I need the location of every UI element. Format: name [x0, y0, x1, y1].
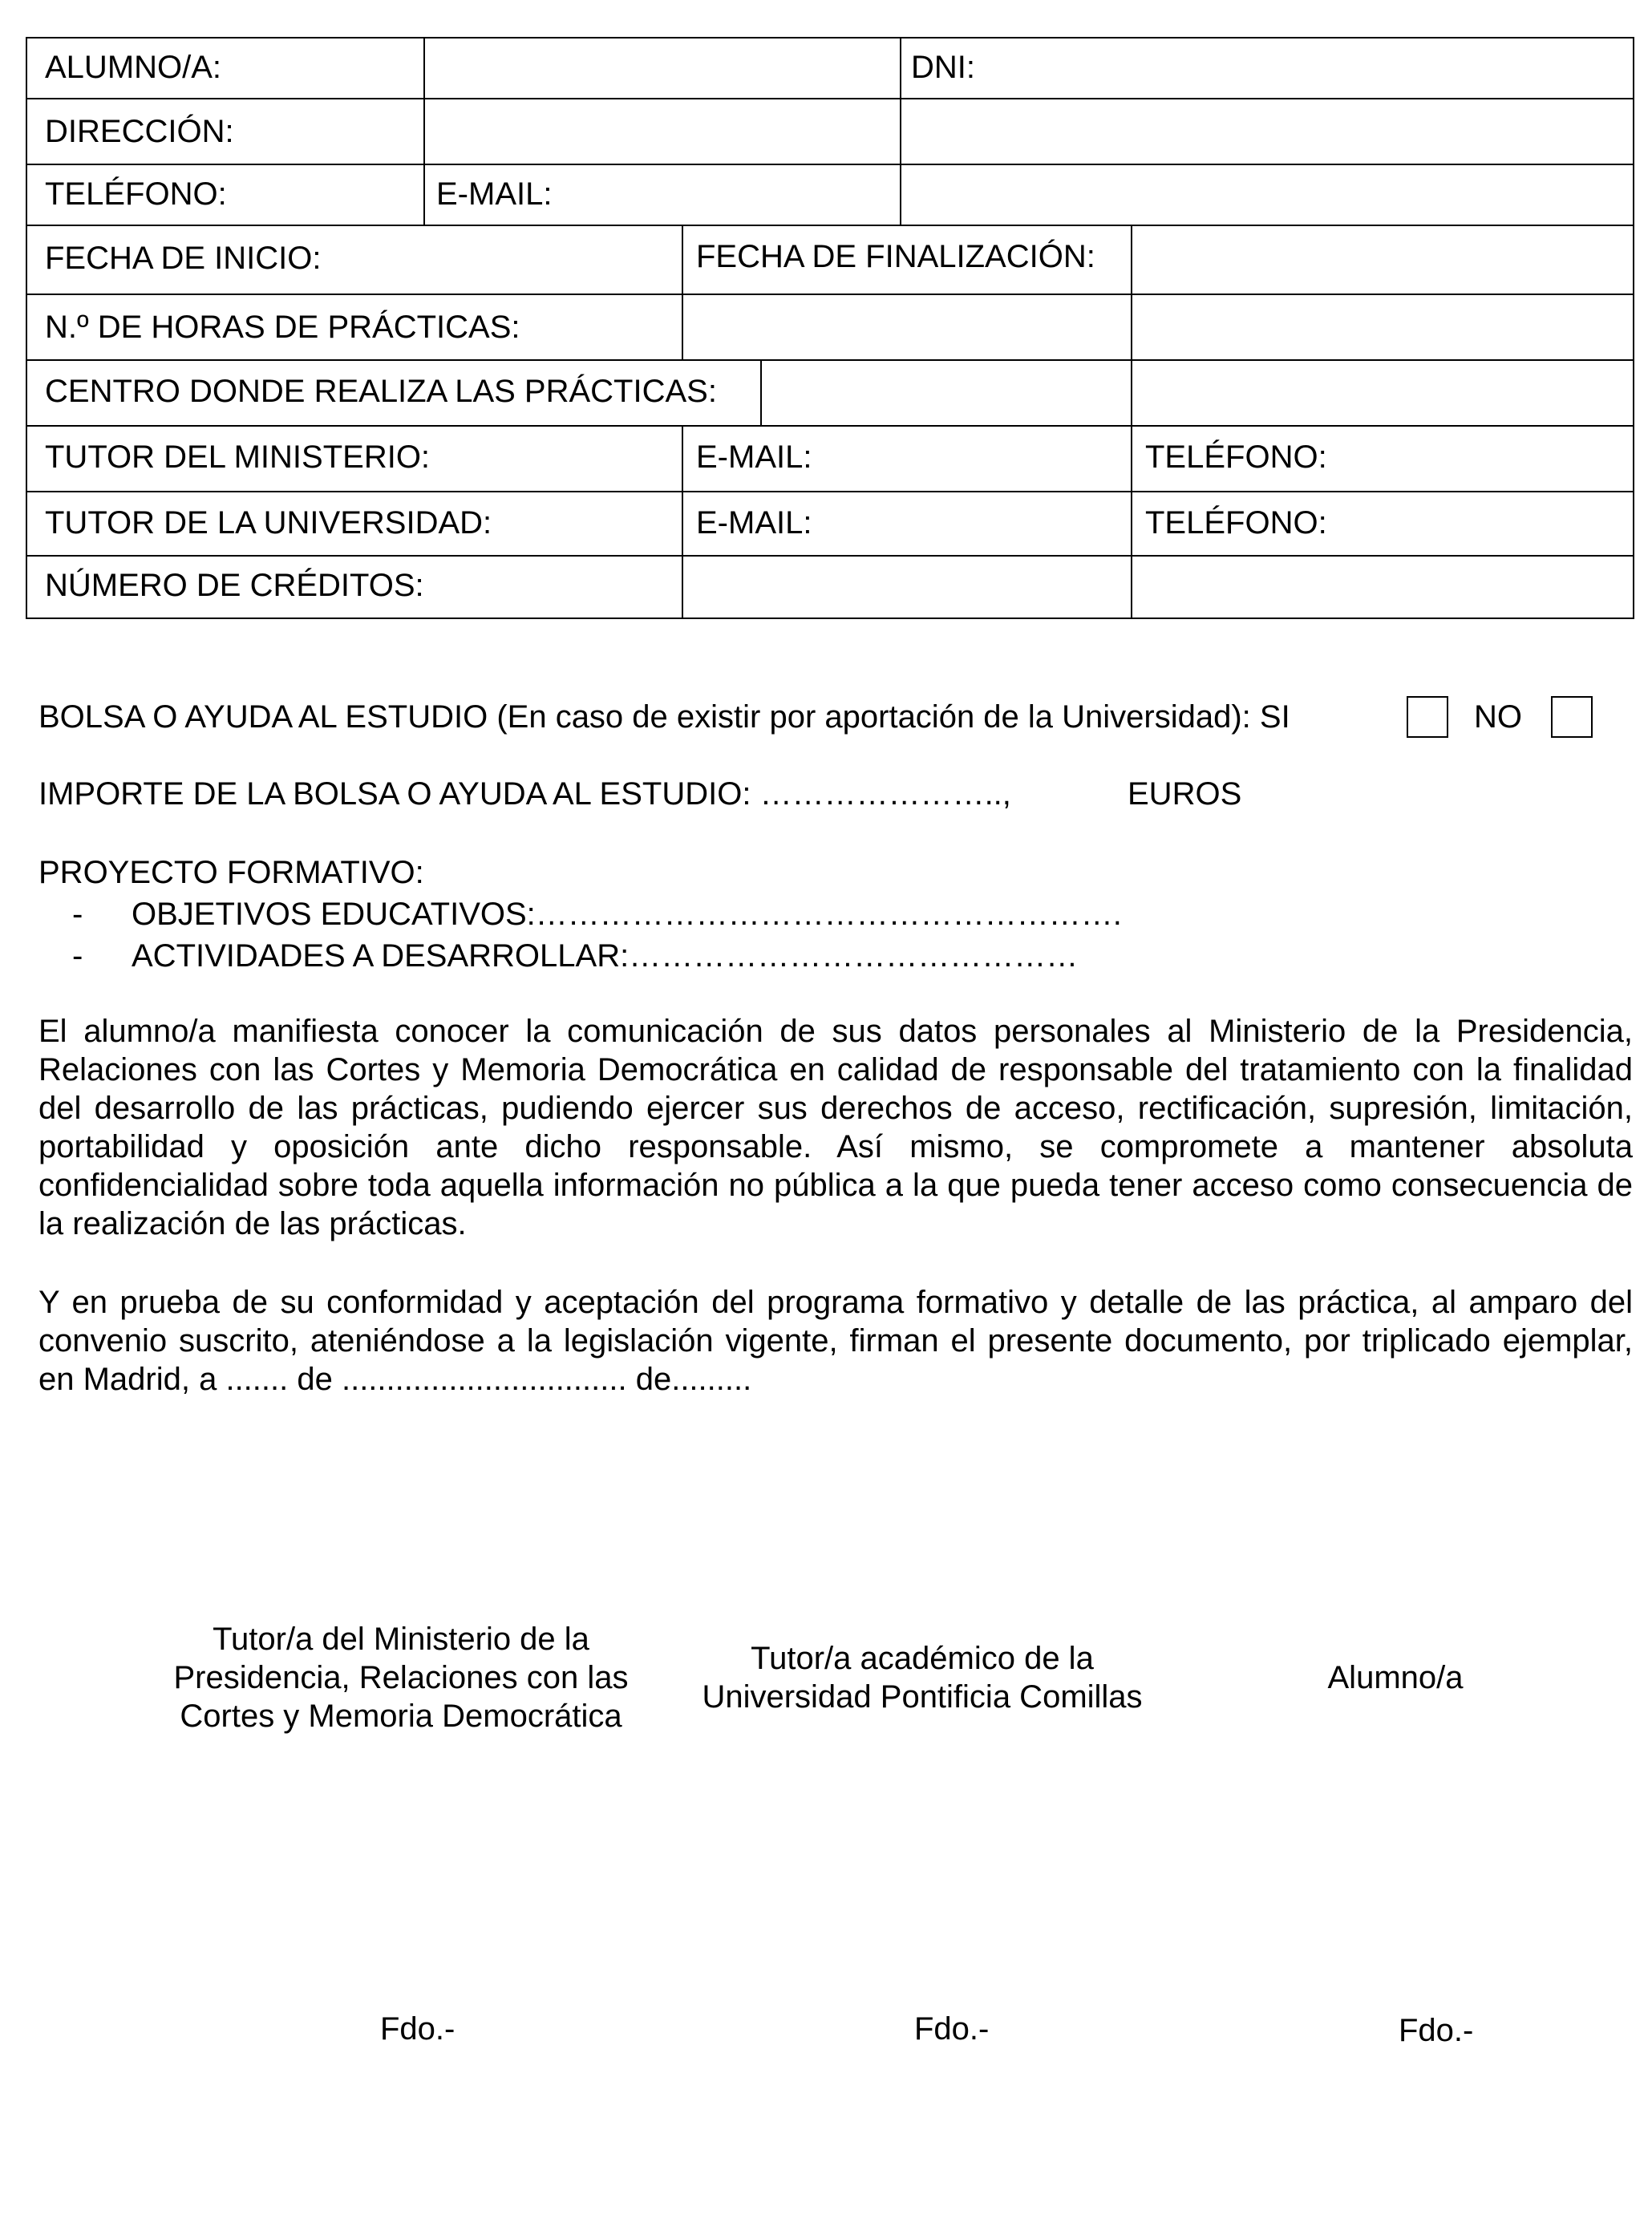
telefono-label: TELÉFONO: [45, 176, 227, 212]
signature-line: Universidad Pontificia Comillas [702, 1679, 1143, 1715]
fecha-inicio-label: FECHA DE INICIO: [45, 241, 322, 276]
creditos-label: NÚMERO DE CRÉDITOS: [45, 568, 424, 603]
conformity-paragraph: Y en prueba de su conformidad y aceptación del programa formativo y detalle de las práctica, al amparo del convenio suscrito, ateniéndose a la legislación vigente, firman el presente documento, por triplicado ejemplar, en Madrid, a ....... de ................................ de......... [38, 1285, 1633, 1397]
data-protection-paragraph: El alumno/a manifiesta conocer la comunicación de sus datos personales al Ministerio de la Presidencia, Relaciones con las Cortes y Memoria Democrática en calidad de responsable del tratamiento con la finalidad del desarrollo de las prácticas, pudiendo ejercer sus derechos de acceso, rectificación, supresión, limitación, portabilidad y oposición ante dicho responsable. Así mismo, se compromete a mantener absoluta confidencialidad sobre toda aquella información no pública a la que pueda tener acceso como consecuencia de la realización de las prácticas. [38, 1014, 1633, 1241]
fdo-alumno: Fdo.- [1399, 2013, 1474, 2048]
bolsa-si-checkbox[interactable] [1407, 696, 1448, 738]
table-border [26, 37, 27, 619]
signature-line: Cortes y Memoria Democrática [180, 1699, 622, 1734]
table-border [1633, 37, 1634, 619]
proyecto-item-dash: - [72, 938, 83, 974]
table-border [1131, 225, 1132, 361]
table-border [26, 225, 1634, 226]
fecha-fin-label: FECHA DE FINALIZACIÓN: [696, 239, 1095, 274]
table-border [26, 359, 1634, 361]
table-border [682, 425, 683, 619]
table-border [682, 225, 683, 361]
signature-alumno: Alumno/a [1327, 1660, 1464, 1695]
table-border [26, 618, 1634, 619]
email-label: E-MAIL: [436, 176, 553, 212]
importe-label: IMPORTE DE LA BOLSA O AYUDA AL ESTUDIO: ………………….., [38, 776, 1011, 812]
tutor-ministerio-email-label: E-MAIL: [696, 439, 812, 475]
horas-label: N.º DE HORAS DE PRÁCTICAS: [45, 310, 520, 345]
tutor-universidad-email-label: E-MAIL: [696, 505, 812, 541]
table-border [26, 37, 1634, 38]
proyecto-item-dash: - [72, 897, 83, 932]
alumno-label: ALUMNO/A: [45, 50, 222, 85]
table-border [1131, 359, 1132, 427]
table-border [1131, 425, 1132, 619]
table-border [26, 164, 1634, 165]
table-border [26, 425, 1634, 427]
table-border [423, 37, 425, 226]
tutor-universidad-telefono-label: TELÉFONO: [1145, 505, 1327, 541]
table-border [26, 98, 1634, 99]
fdo-tutor-academico: Fdo.- [914, 2011, 990, 2047]
tutor-universidad-label: TUTOR DE LA UNIVERSIDAD: [45, 505, 492, 541]
table-border [900, 37, 901, 226]
euros-label: EUROS [1128, 776, 1242, 812]
tutor-ministerio-label: TUTOR DEL MINISTERIO: [45, 439, 431, 475]
signature-line: Tutor/a del Ministerio de la [213, 1622, 589, 1657]
proyecto-title: PROYECTO FORMATIVO: [38, 855, 424, 890]
objetivos-educativos-line: OBJETIVOS EDUCATIVOS:………………………………………………. [132, 897, 1122, 932]
bolsa-no-label: NO [1474, 699, 1522, 735]
tutor-ministerio-telefono-label: TELÉFONO: [1145, 439, 1327, 475]
direccion-label: DIRECCIÓN: [45, 114, 234, 149]
centro-label: CENTRO DONDE REALIZA LAS PRÁCTICAS: [45, 374, 717, 409]
signature-tutor-academico [682, 1639, 1163, 1716]
signature-line: Presidencia, Relaciones con las [173, 1660, 629, 1695]
table-border [760, 359, 762, 427]
bolsa-question: BOLSA O AYUDA AL ESTUDIO (En caso de existir por aportación de la Universidad): SI [38, 699, 1290, 735]
table-border [26, 491, 1634, 492]
fdo-tutor-ministerio: Fdo.- [380, 2011, 456, 2047]
table-border [26, 294, 1634, 295]
actividades-line: ACTIVIDADES A DESARROLLAR:…………………………………… [132, 938, 1079, 974]
signature-line: Tutor/a académico de la [751, 1641, 1094, 1676]
table-border [26, 555, 1634, 557]
bolsa-no-checkbox[interactable] [1551, 696, 1593, 738]
dni-label: DNI: [911, 50, 975, 85]
signature-tutor-ministerio [128, 1620, 674, 1735]
